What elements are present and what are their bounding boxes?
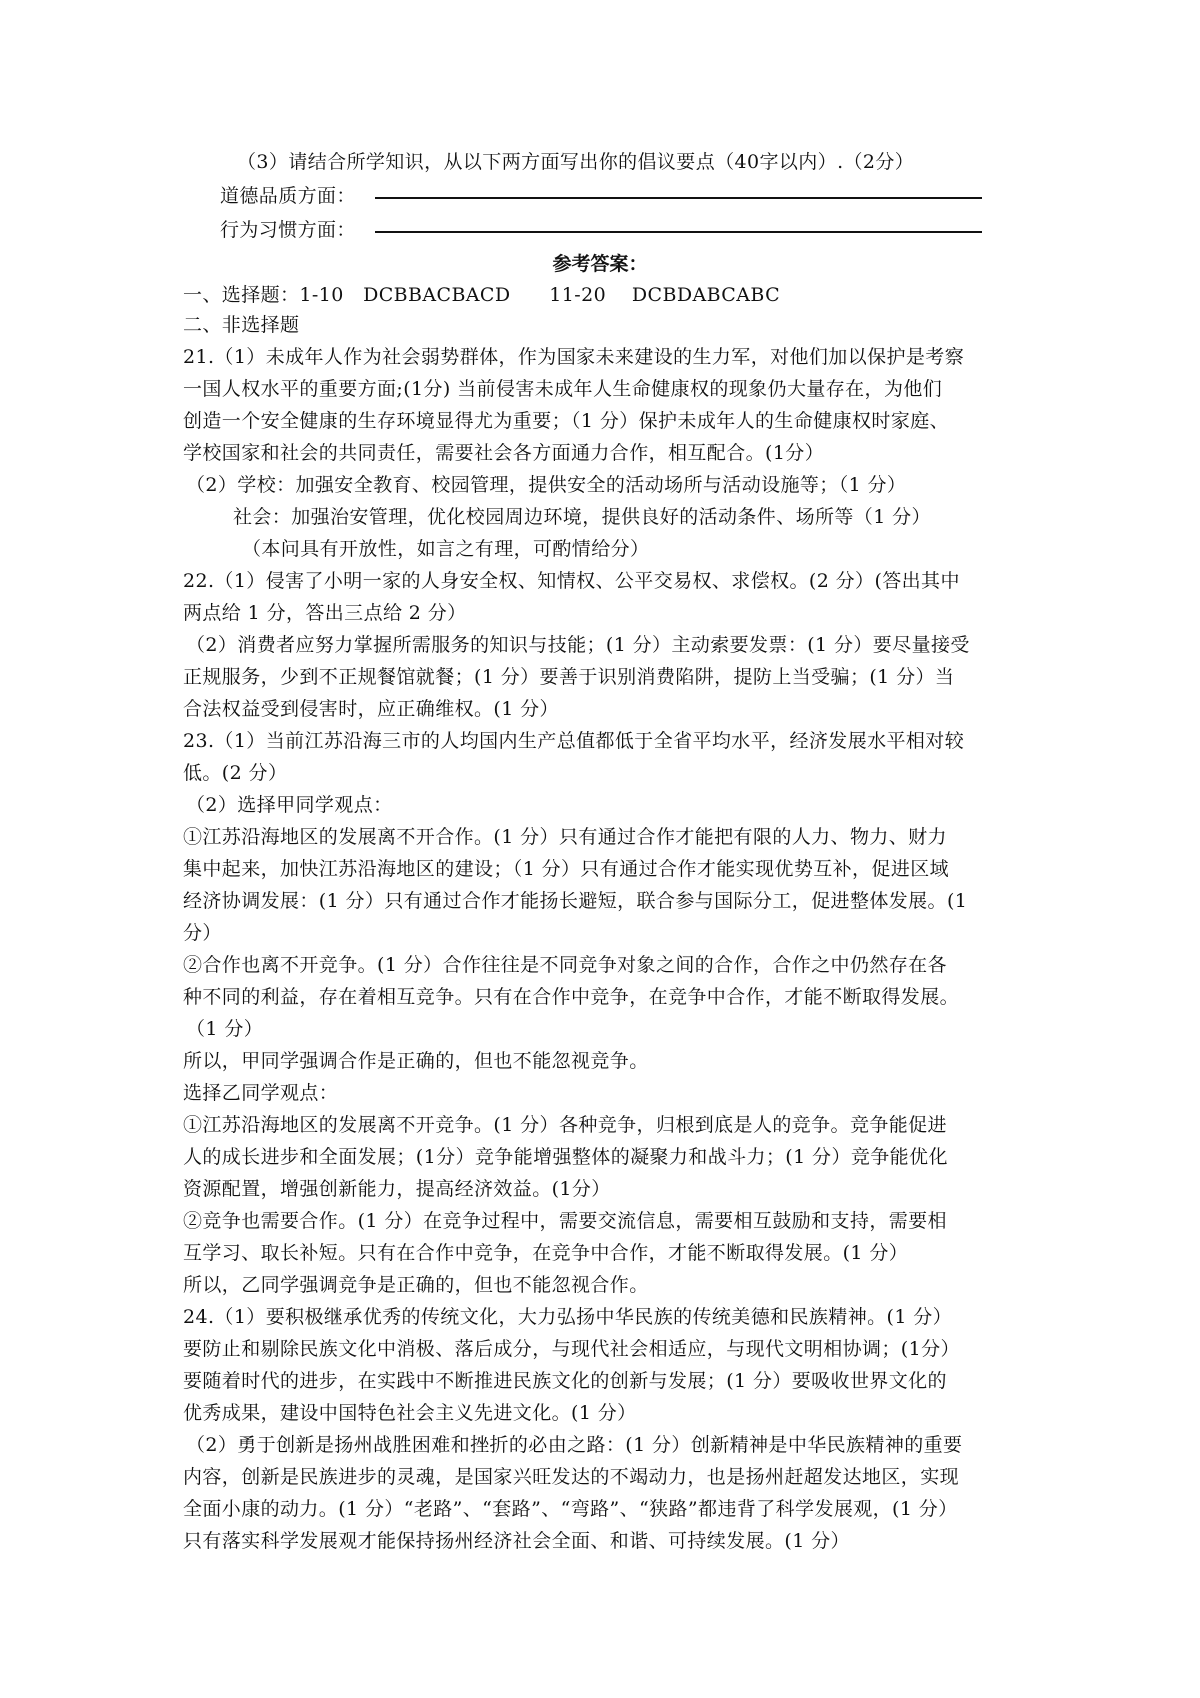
answer-line: 正规服务，少到不正规餐馆就餐；(1 分）要善于识别消费陷阱，提防上当受骗；(1 分）当 bbox=[183, 666, 955, 688]
answer-line: 要防止和剔除民族文化中消极、落后成分，与现代社会相适应，与现代文明相协调；(1分） bbox=[183, 1338, 960, 1360]
answer-line: 低。(2 分） bbox=[183, 762, 288, 784]
question-3-prompt: （3）请结合所学知识，从以下两方面写出你的倡议要点（40字以内）.（2分） bbox=[237, 151, 915, 173]
answer-line: 21.（1）未成年人作为社会弱势群体，作为国家未来建设的生力军，对他们加以保护是考察 bbox=[183, 346, 965, 368]
answer-line: 23.（1）当前江苏沿海三市的人均国内生产总值都低于全省平均水平，经济发展水平相对较 bbox=[183, 730, 965, 752]
answer-line: 22.（1）侵害了小明一家的人身安全权、知情权、公平交易权、求偿权。(2 分）(答出其中 bbox=[183, 570, 960, 592]
answer-line: ②竞争也需要合作。(1 分）在竞争过程中，需要交流信息，需要相互鼓励和支持，需要相 bbox=[183, 1210, 947, 1232]
choice-answers: 一、选择题：1-10 DCBBACBACD 11-20 DCBDABCABC bbox=[183, 284, 781, 306]
behavior-habit-answer-blank[interactable] bbox=[375, 231, 982, 233]
answer-line: 资源配置，增强创新能力，提高经济效益。(1分） bbox=[183, 1178, 611, 1200]
answer-line: ①江苏沿海地区的发展离不开竞争。(1 分）各种竞争，归根到底是人的竞争。竞争能促进 bbox=[183, 1114, 947, 1136]
answer-line: 所以，甲同学强调合作是正确的，但也不能忽视竞争。 bbox=[183, 1050, 649, 1072]
answer-line: 全面小康的动力。(1 分）“老路”、“套路”、“弯路”、“狭路”都违背了科学发展观，(1 分） bbox=[183, 1498, 958, 1520]
answer-line: 社会：加强治安管理，优化校园周边环境，提供良好的活动条件、场所等（1 分） bbox=[233, 506, 931, 528]
answer-line: 互学习、取长补短。只有在合作中竞争，在竞争中合作，才能不断取得发展。(1 分） bbox=[183, 1242, 909, 1264]
answer-line: 分） bbox=[183, 922, 222, 944]
answer-line: 要随着时代的进步，在实践中不断推进民族文化的创新与发展；(1 分）要吸收世界文化的 bbox=[183, 1370, 947, 1392]
behavior-habit-label: 行为习惯方面： bbox=[220, 219, 356, 241]
answer-line: 只有落实科学发展观才能保持扬州经济社会全面、和谐、可持续发展。(1 分） bbox=[183, 1530, 850, 1552]
answer-line: （1 分） bbox=[186, 1018, 264, 1040]
answer-line: 优秀成果，建设中国特色社会主义先进文化。(1 分） bbox=[183, 1402, 637, 1424]
answer-line: 选择乙同学观点： bbox=[183, 1082, 339, 1104]
answer-line: 人的成长进步和全面发展；(1分）竞争能增强整体的凝聚力和战斗力；(1 分）竞争能优化 bbox=[183, 1146, 948, 1168]
answer-line: 创造一个安全健康的生存环境显得尤为重要；（1 分）保护未成年人的生命健康权时家庭、 bbox=[183, 410, 950, 432]
moral-quality-answer-blank[interactable] bbox=[375, 197, 982, 199]
answers-title: 参考答案： bbox=[552, 253, 648, 275]
answer-line: ②合作也离不开竞争。(1 分）合作往往是不同竞争对象之间的合作，合作之中仍然存在各 bbox=[183, 954, 947, 976]
answer-line: 所以，乙同学强调竞争是正确的，但也不能忽视合作。 bbox=[183, 1274, 649, 1296]
answer-line: 内容，创新是民族进步的灵魂，是国家兴旺发达的不竭动力，也是扬州赶超发达地区，实现 bbox=[183, 1466, 960, 1488]
answer-line: 集中起来，加快江苏沿海地区的建设；（1 分）只有通过合作才能实现优势互补，促进区域 bbox=[183, 858, 950, 880]
answer-line: （2）勇于创新是扬州战胜困难和挫折的必由之路：(1 分）创新精神是中华民族精神的重要 bbox=[186, 1434, 963, 1456]
answer-line: 种不同的利益，存在着相互竞争。只有在合作中竞争，在竞争中合作，才能不断取得发展。 bbox=[183, 986, 960, 1008]
answer-line: 24.（1）要积极继承优秀的传统文化，大力弘扬中华民族的传统美德和民族精神。(1 分） bbox=[183, 1306, 953, 1328]
answer-line: 学校国家和社会的共同责任，需要社会各方面通力合作，相互配合。(1分） bbox=[183, 442, 825, 464]
nonchoice-heading: 二、非选择题 bbox=[183, 314, 300, 336]
moral-quality-label: 道德品质方面： bbox=[220, 185, 356, 207]
answer-line: （2）消费者应努力掌握所需服务的知识与技能；(1 分）主动索要发票：(1 分）要尽量接受 bbox=[186, 634, 970, 656]
answer-line: 合法权益受到侵害时，应正确维权。(1 分） bbox=[183, 698, 559, 720]
answer-line: 一国人权水平的重要方面;(1分) 当前侵害未成年人生命健康权的现象仍大量存在，为他们 bbox=[183, 378, 943, 400]
answer-line: （2）选择甲同学观点： bbox=[186, 794, 393, 816]
answer-line: 两点给 1 分，答出三点给 2 分） bbox=[183, 602, 467, 624]
answer-line: 经济协调发展：(1 分）只有通过合作才能扬长避短，联合参与国际分工，促进整体发展。(1 bbox=[183, 890, 968, 912]
answer-line: （本问具有开放性，如言之有理，可酌情给分） bbox=[242, 538, 650, 560]
answer-line: ①江苏沿海地区的发展离不开合作。(1 分）只有通过合作才能把有限的人力、物力、财力 bbox=[183, 826, 947, 848]
answer-line: （2）学校：加强安全教育、校园管理，提供安全的活动场所与活动设施等；（1 分） bbox=[186, 474, 907, 496]
